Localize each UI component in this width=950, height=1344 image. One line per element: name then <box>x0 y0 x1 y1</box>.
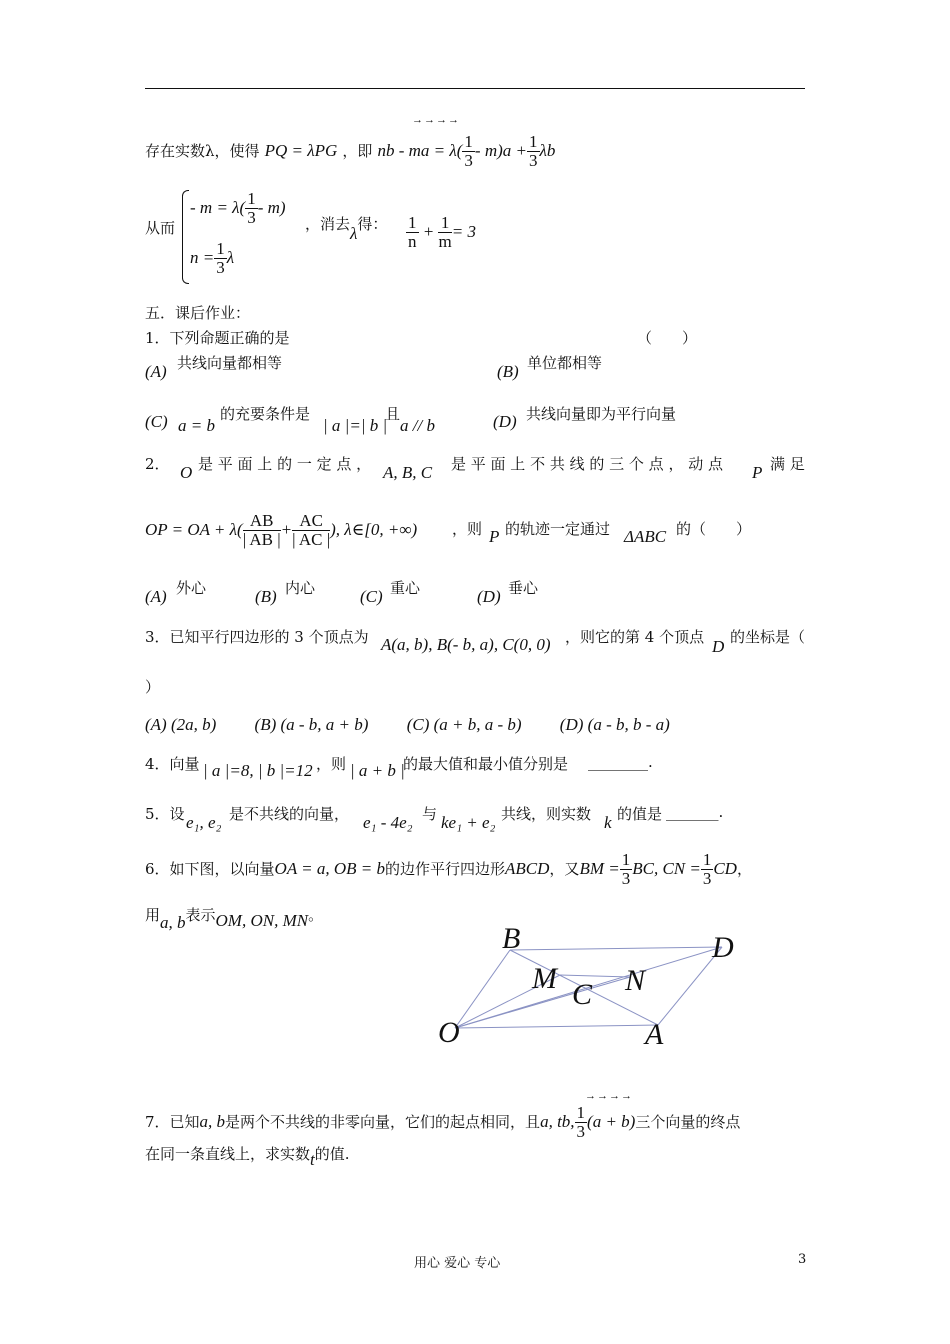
system-brace <box>182 190 189 284</box>
q3-text: ） <box>145 678 161 696</box>
proof-text: 存在实数λ，使得 <box>145 142 260 160</box>
proof-equation: PQ = λPG <box>264 141 338 160</box>
page-number: 3 <box>798 1252 807 1267</box>
q2-option-c-text: 重心 <box>390 579 421 597</box>
label-b: B <box>502 922 521 955</box>
q3-point-d: D <box>712 637 725 656</box>
q3-options: (A) (2a, b) (B) (a - b, a + b) (C) (a + b, a - b) (D) (a - b, b - a) <box>145 715 670 734</box>
q3-stem: 3．已知平行四边形的 3 个顶点为 <box>145 628 369 646</box>
q2-text: 是 平 面 上 不 共 线 的 三 个 点 ， 动 点 <box>451 455 723 473</box>
vector-arrows: →→→→ <box>585 1090 633 1102</box>
q3-points: A(a, b), B(- b, a), C(0, 0) <box>381 635 551 654</box>
q7-line-2: 在同一条直线上，求实数t的值. <box>145 1145 350 1169</box>
proof-line-2-tail: ，消去λ得： <box>305 215 388 243</box>
label-m: M <box>532 962 557 995</box>
q1-option-b-text: 单位都相等 <box>527 354 603 372</box>
vector-arrows: →→→→ <box>412 114 460 126</box>
label-o: O <box>438 1016 460 1049</box>
q2-point-p: P <box>752 463 763 482</box>
proof-equation: nb - ma = λ( <box>377 141 463 160</box>
q1-option-c-math: a // b <box>400 416 435 435</box>
label-d: D <box>712 931 734 964</box>
q4-text: ，则 <box>316 755 347 773</box>
q1-option-a-text: 共线向量都相等 <box>177 354 283 372</box>
q2-option-a-text: 外心 <box>176 579 207 597</box>
q2-option-d-label: (D) <box>477 587 501 606</box>
header-rule <box>145 88 805 89</box>
q5-math: e₁ - 4e₂ <box>363 813 413 832</box>
q2-option-a-label: (A) <box>145 587 167 606</box>
q4-stem: 4．向量 <box>145 755 200 773</box>
q4-math: | a |=8, | b |=12 <box>203 761 313 780</box>
q1-option-d-label: (D) <box>493 412 517 431</box>
q4-text: 的最大值和最小值分别是 <box>403 755 569 773</box>
q5-math: ke₁ + e₂ <box>441 813 496 832</box>
q2-point-o: O <box>180 463 193 482</box>
system-eq-1: - m = λ( $\frac{1}{3}$ - m) <box>190 189 286 227</box>
q5-answer-blank: _______. <box>666 803 724 821</box>
proof-equation: - m)a + <box>474 141 527 160</box>
label-a: A <box>645 1018 664 1051</box>
q4-answer-blank: ________. <box>588 753 653 771</box>
q2-option-b-text: 内心 <box>285 579 316 597</box>
section-heading: 五．课后作业： <box>145 304 251 322</box>
proof-lead: 从而 <box>145 219 176 237</box>
q2-equation: OP = OA + λ( $\frac{AB}{| AB |}$ + $\frac{AC}{| AC |}$ ), λ∈[0, +∞) <box>145 511 418 549</box>
label-c: C <box>572 978 593 1011</box>
q2-triangle: ΔABC <box>624 527 667 546</box>
q1-stem: 1．下列命题正确的是 <box>145 329 290 347</box>
q1-option-d-text: 共线向量即为平行向量 <box>526 405 677 423</box>
edge-bd <box>510 947 722 950</box>
edge-oa <box>455 1025 658 1028</box>
segment-mn <box>560 975 630 977</box>
label-n: N <box>625 964 646 997</box>
q1-option-b-label: (B) <box>497 362 519 381</box>
q2-point-p: P <box>489 527 500 546</box>
q2-number: 2． <box>145 455 170 473</box>
q2-text: 的（ ） <box>676 520 752 538</box>
q5-text: 是不共线的向量， <box>229 805 350 823</box>
q5-text: 与 <box>422 805 438 823</box>
q2-text: 满 足 <box>770 455 805 473</box>
q2-points-abc: A, B, C <box>383 463 433 482</box>
q1-option-c-math: | a |=| b | <box>323 416 388 435</box>
q1-option-c-label: (C) <box>145 412 168 431</box>
q2-text: 的轨迹一定通过 <box>505 520 611 538</box>
q6-line-2: 用a, b表示OM, ON, MN。 <box>145 906 324 932</box>
q2-option-d-text: 垂心 <box>508 579 539 597</box>
proof-equation: λb <box>539 141 556 160</box>
q5-math: e₁, e₂ <box>186 813 222 832</box>
proof-line-1 <box>145 133 555 170</box>
proof-result: $\frac{1}{n}$ + $\frac{1}{m}$ = 3 <box>408 213 476 251</box>
q5-text: 的值是 <box>617 805 663 823</box>
fraction: $\frac{1}{3}$ <box>529 132 538 170</box>
q1-option-a-label: (A) <box>145 362 167 381</box>
q1-answer-blank: （ ） <box>637 329 698 347</box>
q5-text: 共线，则实数 <box>501 805 592 823</box>
q4-math: | a + b | <box>350 761 405 780</box>
q3-text: ，则它的第 4 个顶点 <box>565 628 705 646</box>
q2-text: ，则 <box>452 520 483 538</box>
q1-option-c-math: a = b <box>178 416 215 435</box>
fraction: $\frac{1}{3}$ <box>464 132 473 170</box>
q5-stem: 5．设 <box>145 805 185 823</box>
q1-option-c-text: 且 <box>385 405 401 423</box>
q3-text: 的坐标是（ <box>730 628 806 646</box>
page-footer: 用心 爱心 专心 <box>414 1256 501 1271</box>
q7-line-1: 7．已知a, b是两个不共线的非零向量，它们的起点相同，且a, tb, $\frac{1}{3}$ (a + b)三个向量的终点 <box>145 1103 741 1141</box>
fraction: $\frac{1}{3}$ <box>247 189 256 227</box>
q6-line-1: 6．如下图，以向量OA = a, OB = b的边作平行四边形ABCD，又BM = $\frac{1}{3}$ BC, CN = $\frac{1}{3}$ CD， <box>145 850 752 888</box>
q2-text: 是 平 面 上 的 一 定 点 ， <box>198 455 372 473</box>
q1-option-c-text: 的充要条件是 <box>220 405 311 423</box>
edge-ob <box>455 950 510 1028</box>
system-eq-2: n = $\frac{1}{3}$ λ <box>190 239 235 277</box>
q2-option-c-label: (C) <box>360 587 383 606</box>
parallelogram-diagram <box>430 920 760 1060</box>
q5-variable-k: k <box>604 813 612 832</box>
q2-option-b-label: (B) <box>255 587 277 606</box>
fraction: $\frac{1}{3}$ <box>216 239 225 277</box>
proof-text: ，即 <box>342 142 373 160</box>
